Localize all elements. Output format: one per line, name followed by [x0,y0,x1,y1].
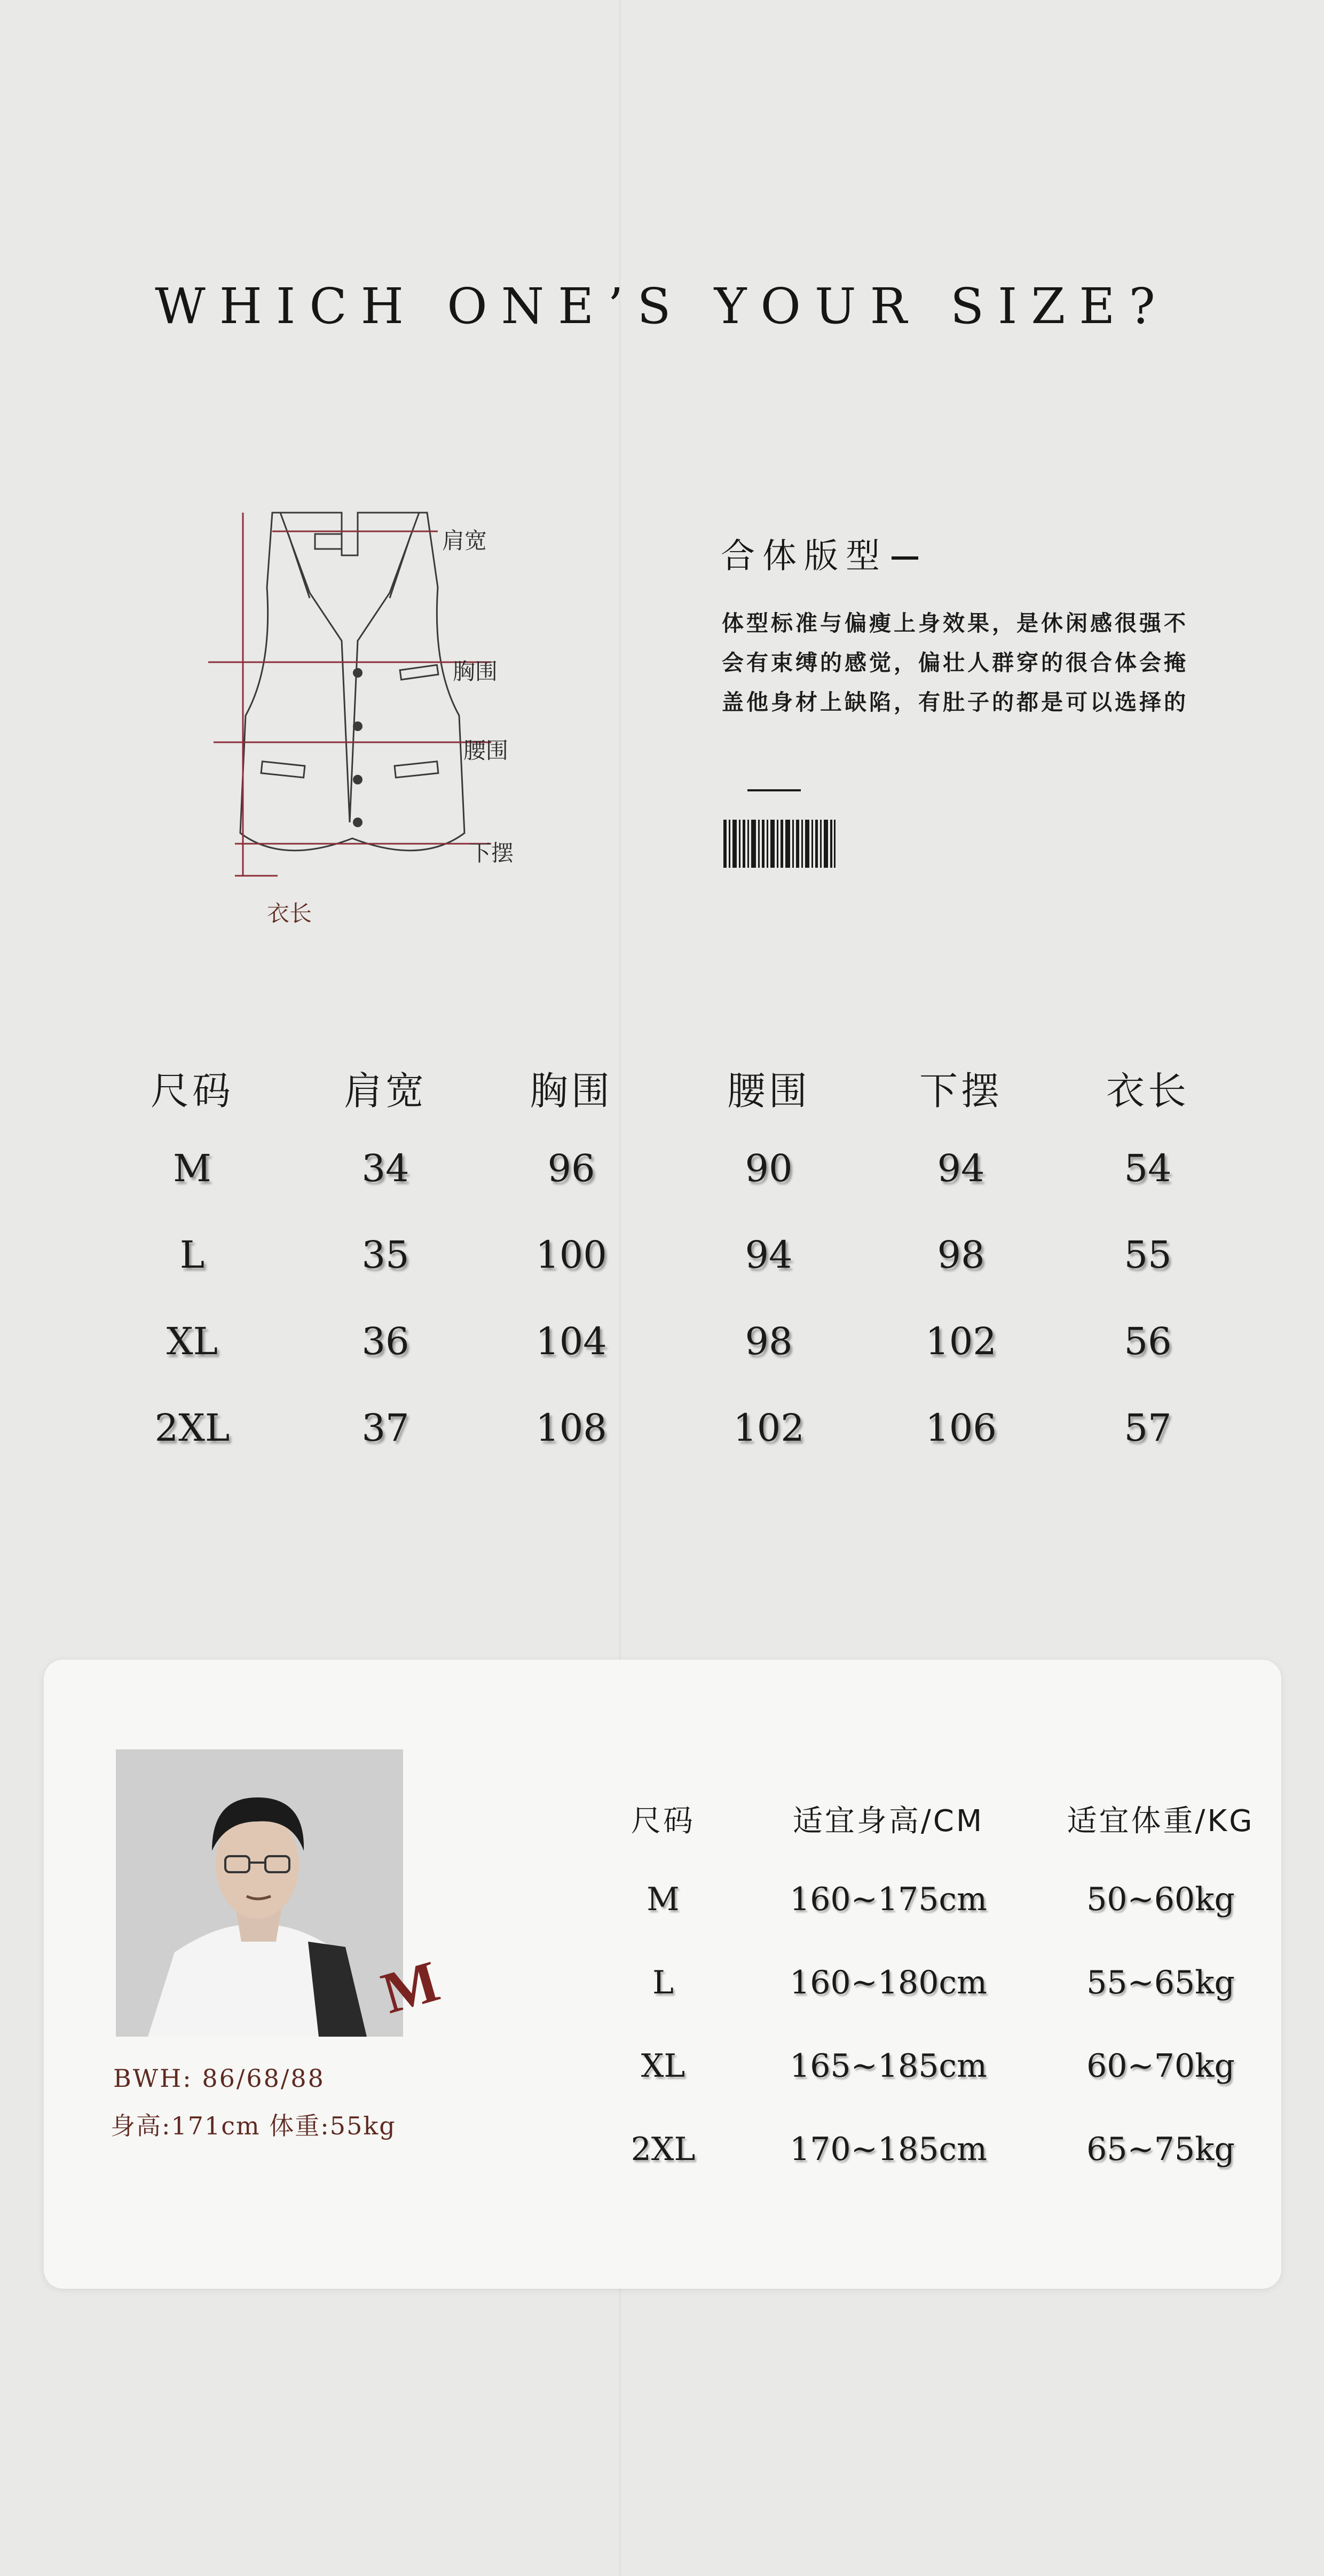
table-row [91,1146,1233,1233]
table-cell: M [173,1146,211,1190]
table-cell: 106 [925,1406,997,1450]
table-cell: 55 [1124,1233,1172,1277]
header-length: 衣长 [1106,1069,1189,1113]
size-table [91,1060,1233,1493]
table-row [578,2047,1272,2131]
table-cell: 108 [535,1406,607,1450]
table-row [91,1406,1233,1493]
diagram-label-chest: 胸围 [453,658,498,685]
table-cell: 160~175cm [790,1881,987,1918]
table-cell: 34 [361,1146,409,1190]
header-shoulder: 肩宽 [343,1069,427,1113]
table-cell: 2XL [631,2131,696,2168]
table-cell: 50~60kg [1086,1881,1235,1918]
table-cell: 36 [361,1320,409,1363]
table-cell: 90 [745,1146,793,1190]
table-cell: 160~180cm [790,1964,987,2001]
table-cell: 35 [361,1233,409,1277]
size-table-header [91,1060,1233,1146]
table-cell: 170~185cm [790,2131,987,2168]
model-photo [116,1749,403,2037]
table-cell: 165~185cm [790,2047,987,2085]
model-bwh: BWH: 86/68/88 [113,2064,325,2093]
header-waist: 腰围 [727,1069,810,1113]
table-row [91,1233,1233,1320]
barcode-icon [723,820,836,868]
fit-table-header [578,1797,1272,1881]
table-cell: XL [166,1320,218,1363]
table-cell: 2XL [154,1406,230,1450]
table-cell: 98 [937,1233,985,1277]
table-cell: 94 [937,1146,985,1190]
table-row [578,1964,1272,2047]
table-cell: 98 [745,1320,793,1363]
diagram-label-hem: 下摆 [469,840,514,866]
fit-description: 体型标准与偏瘦上身效果，是休闲感很强不会有束缚的感觉，偏壮人群穿的很合体会掩盖他身材上缺陷，有肚子的都是可以选择的 [722,610,1188,715]
model-size-mark: M [375,1948,446,2026]
header-height: 适宜身高/CM [792,1804,984,1839]
table-cell: 60~70kg [1086,2047,1235,2085]
table-cell: 37 [361,1406,409,1450]
table-cell: 96 [547,1146,595,1190]
header-hem: 下摆 [919,1069,1003,1113]
fit-table [578,1797,1272,2214]
table-cell: XL [641,2047,685,2085]
table-cell: 102 [733,1406,805,1450]
table-cell: 94 [745,1233,793,1277]
table-cell: 57 [1124,1406,1172,1450]
header-size: 尺码 [150,1069,234,1113]
table-cell: 102 [925,1320,997,1363]
fit-divider [747,789,801,791]
table-cell: 100 [535,1233,607,1277]
table-cell: L [652,1964,674,2001]
diagram-label-shoulder: 肩宽 [442,528,487,554]
header-size: 尺码 [631,1804,695,1839]
table-row [91,1320,1233,1406]
table-cell: 65~75kg [1086,2131,1235,2168]
table-cell: 55~65kg [1086,1964,1235,2001]
table-row [578,2131,1272,2214]
table-row [578,1881,1272,1964]
table-cell: 54 [1124,1146,1172,1190]
table-cell: M [647,1881,680,1918]
header-chest: 胸围 [529,1069,613,1113]
fit-title: 合体版型 [721,529,918,578]
model-height-weight: 身高:171cm 体重:55kg [111,2111,396,2140]
table-cell: L [179,1233,205,1277]
page-headline: WHICH ONE’S YOUR SIZE? [155,278,1169,335]
diagram-label-length: 衣长 [267,900,312,926]
model-info-card [44,1660,1281,2289]
header-weight: 适宜体重/KG [1067,1804,1255,1839]
diagram-label-waist: 腰围 [463,737,509,764]
table-cell: 56 [1124,1320,1172,1363]
table-cell: 104 [535,1320,607,1363]
